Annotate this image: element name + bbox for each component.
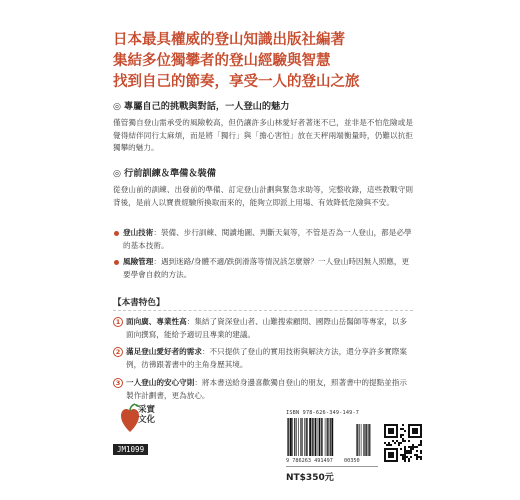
bullseye-icon: ◎ — [113, 168, 122, 179]
bullet-text: ：裝備、步行訓練、閱讀地圖、判斷天氣等，不管是否為一人登山，都是必學的基本技術。 — [123, 228, 412, 250]
feature-label: 一人登山的安心守則 — [126, 378, 195, 387]
bullet-text: ：遇到迷路/身體不適/跌倒滑落等情況該怎麼辦？一人登山時因無人照應，更要學會自救的方法。 — [123, 257, 410, 279]
price: NT$350元 — [286, 473, 334, 483]
feature-label: 滿足登山愛好者的需求 — [126, 347, 202, 356]
divider — [286, 466, 378, 467]
barcode-addon-number: 00350 — [343, 458, 360, 464]
divider — [113, 310, 413, 311]
list-item — [113, 256, 413, 281]
feature-text: ：將本書送給身邊喜歡獨自登山的朋友，照著書中的提點並指示製作計劃書，更為放心。 — [126, 378, 407, 400]
qr-code — [384, 424, 422, 462]
headline-line-2: 集結多位獨攀者的登山經驗與智慧 — [113, 53, 331, 69]
section-2-heading — [113, 168, 413, 180]
isbn-text: ISBN 978-626-349-149-7 — [286, 410, 360, 416]
headline-block — [113, 30, 413, 93]
section-1-heading — [113, 101, 413, 113]
product-code: JM1099 — [113, 444, 148, 455]
feature-item — [113, 346, 413, 371]
barcode-main-number: 9 786263 491497 — [286, 458, 333, 464]
feature-text: ：不只提供了登山的實用技術與解決方法，還分享許多實際案例，彷彿跟著書中的主角身歷其境。 — [126, 347, 407, 369]
circled-number-icon: 3 — [113, 378, 123, 388]
section-2-body: 從登山前的訓練、出發前的準備、訂定登山計劃與緊急求助等，完整收錄，這些教戰守則背後，是前人以寶貴經驗所換取而來的，能夠立即派上用場、有效降低危險與不安。 — [113, 185, 413, 207]
section-1-title: 專屬自己的挑戰與對話，一人登山的魅力 — [124, 101, 290, 112]
logo-text-line-2: 文化 — [138, 415, 156, 425]
bullet-label: 風險管理 — [123, 257, 154, 266]
headline-line-1: 日本最具權威的登山知識出版社編著 — [113, 32, 345, 48]
section-2-title: 行前訓練＆準備＆裝備 — [124, 168, 216, 179]
bullseye-icon: ◎ — [113, 101, 122, 112]
feature-label: 面向廣、專業性高 — [126, 317, 187, 326]
barcode-number — [286, 458, 360, 464]
logo-text-line-1: 采實 — [138, 405, 156, 415]
barcode — [286, 418, 378, 458]
publisher-logo-text — [138, 405, 155, 425]
bullet-dot-icon — [114, 231, 119, 236]
bullet-dot-icon — [114, 260, 119, 265]
circled-number-icon: 2 — [113, 347, 123, 357]
bullet-label: 登山技術 — [123, 228, 154, 237]
features-title: 【本書特色】 — [113, 298, 165, 308]
circled-number-icon: 1 — [113, 317, 123, 327]
feature-text: ：集結了資深登山者、山難搜索顧問、國際山岳醫師等專家，以多面向撰寫，能給予適切且專業的建議。 — [126, 317, 407, 339]
headline-line-3: 找到自己的節奏，享受一人的登山之旅 — [113, 74, 360, 90]
section-1-body: 僅管獨自登山需承受的風險較高，但仍讓許多山林愛好者著迷不已，並非是不怕危險或是覺得結伴同行太麻煩，而是將「獨行」與「擔心害怕」放在天秤兩端衡量時，仍難以抗拒獨攀的魅力。 — [113, 118, 413, 153]
feature-item — [113, 377, 413, 402]
list-item — [113, 227, 413, 252]
feature-item — [113, 316, 413, 341]
